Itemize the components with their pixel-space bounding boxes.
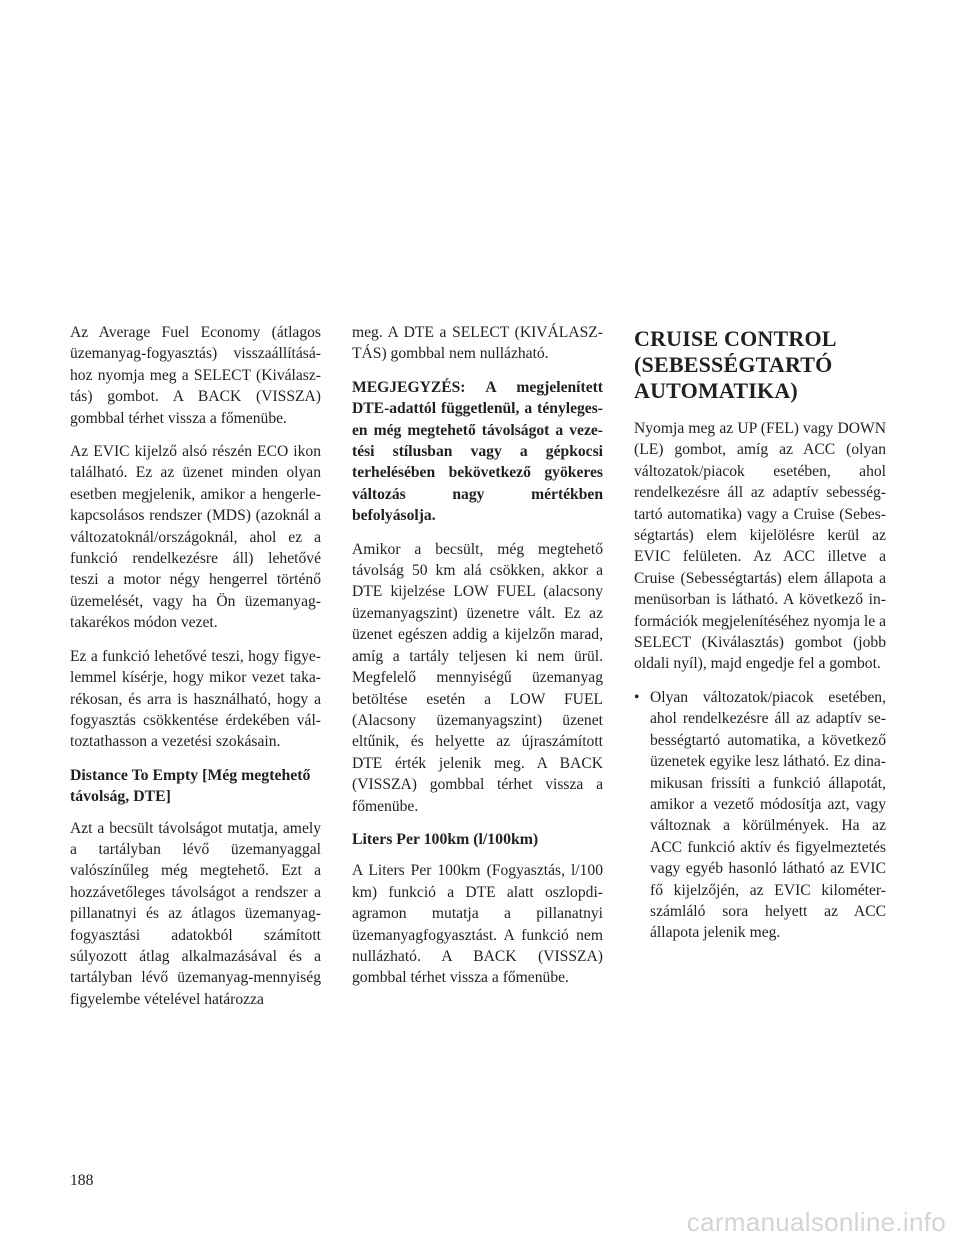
paragraph-dte-description: Azt a becsült távolságot mutatja, amely a tartályban lévő üzemanyaggal valószínűleg még megtehető. Ezt a hozzávetőleges távolságot a rendszer a pillanatnyi és az átlagos üzemanyag-fogyasztási adatokból számított súlyozott átlag alkalmazásával és a tartályban lévő üzemanyag-mennyiség figyelembe vételével határozza: [70, 819, 321, 1008]
paragraph-reset-average-fuel: Az Average Fuel Economy (átlagos üzemanyag-fogyasztás) visszaállításához nyomja meg a SELECT (Kiválasztás) gombot. A BACK (VISSZA) gombbal térhet vissza a főmenübe.: [70, 324, 321, 427]
bullet-list: [634, 687, 886, 944]
middle-column: [352, 322, 603, 1001]
left-column: [70, 322, 321, 1022]
right-column: [634, 322, 886, 944]
paragraph-liters-per-100km: A Liters Per 100km (Fogyasztás, l/100 km) funkció a DTE alatt oszlopdiagramon mutatja a pillanatnyi üzemanyagfogyasztást. A funkció nem nullázható. A BACK (VISSZA) gombbal térhet vissza a főmenübe.: [352, 862, 603, 987]
paragraph-driving-habits: Ez a funkció lehetővé teszi, hogy figyelemmel kísérje, hogy mikor vezet takarékosan, és arra is használható, hogy a fogyasztás csökkentése érdekében változtathasson a vezetési szokásain.: [70, 647, 321, 751]
heading-distance-to-empty: Distance To Empty [Még megtehető távolság, DTE]: [70, 766, 311, 806]
list-item: [634, 687, 886, 944]
bullet-text: Olyan változatok/piacok esetében, ahol rendelkezésre áll az adaptív sebességtartó automatika, a következő üzenetek egyike lesz látható. Ez dinamikusan frissíti a funkció állapotát, amikor a vezető módosítja azt, vagy változnak a körülmények. Ha az ACC funkció aktív és figyelmeztetés vagy egyéb hasonló látható az EVIC fő kijelzőjén, az EVIC kilométer-számláló sora helyett az ACC állapota jelenik meg.: [650, 688, 886, 942]
heading-liters-per-100km: Liters Per 100km (l/100km): [352, 830, 539, 848]
bullet-icon: •: [634, 688, 640, 706]
page-number: 188: [70, 1172, 94, 1189]
note-dte-warning: MEGJEGYZÉS: A megjelenített DTE-adattól függetlenül, a ténylegesen még megtehető távolságot a vezetési stílusban vagy a gépkocsi terhelésében bekövetkező gyökeres változás nagy mértékben befolyásolja.: [352, 378, 603, 525]
paragraph-eco-icon: Az EVIC kijelző alsó részén ECO ikon található. Ez az üzenet minden olyan esetben megjelenik, amikor a hengerlekapcsolásos rendszer (MDS) (azoknál a változatoknál/országoknál, ahol ez a funkció rendelkezésre áll) lehetővé teszi a motor négy hengerrel történő üzemelését, vagy ha Ön üzemanyag-takarékos módon vezet.: [70, 443, 321, 632]
paragraph-cruise-control: Nyomja meg az UP (FEL) vagy DOWN (LE) gombot, amíg az ACC (olyan változatok/piacok esetében, ahol rendelkezésre áll az adaptív sebességtartó automatika) vagy a Cruise (Sebességtartás) elem kijelölésre kerül az EVIC felületen. Az ACC illetve a Cruise (Sebességtartás) elem állapota a menüsorban is látható. A következő információk megjelenítéséhez nyomja le a SELECT (Kiválasztás) gombot (jobb oldali nyíl), majd engedje fel a gombot.: [634, 420, 886, 673]
paragraph-low-fuel: Amikor a becsült, még megtehető távolság 50 km alá csökken, akkor a DTE kijelzése LOW FUEL (alacsony üzemanyagszint) üzenetre vált. Ez az üzenet egészen addig a kijelzőn marad, amíg a tartály teljesen ki nem ürül. Megfelelő mennyiségű üzemanyag betöltése esetén a LOW FUEL (Alacsony üzemanyagszint) üzenet eltűnik, és helyette az újraszámított DTE érték jelenik meg. A BACK (VISSZA) gombbal térhet vissza a főmenübe.: [352, 540, 603, 815]
watermark: carmanualsonline.info: [686, 1207, 946, 1237]
section-title-cruise-control: CRUISE CONTROL (SEBESSÉGTARTÓ AUTOMATIKA): [634, 326, 836, 403]
paragraph-dte-not-resettable: meg. A DTE a SELECT (KIVÁLASZTÁS) gombbal nem nullázható.: [352, 324, 603, 363]
